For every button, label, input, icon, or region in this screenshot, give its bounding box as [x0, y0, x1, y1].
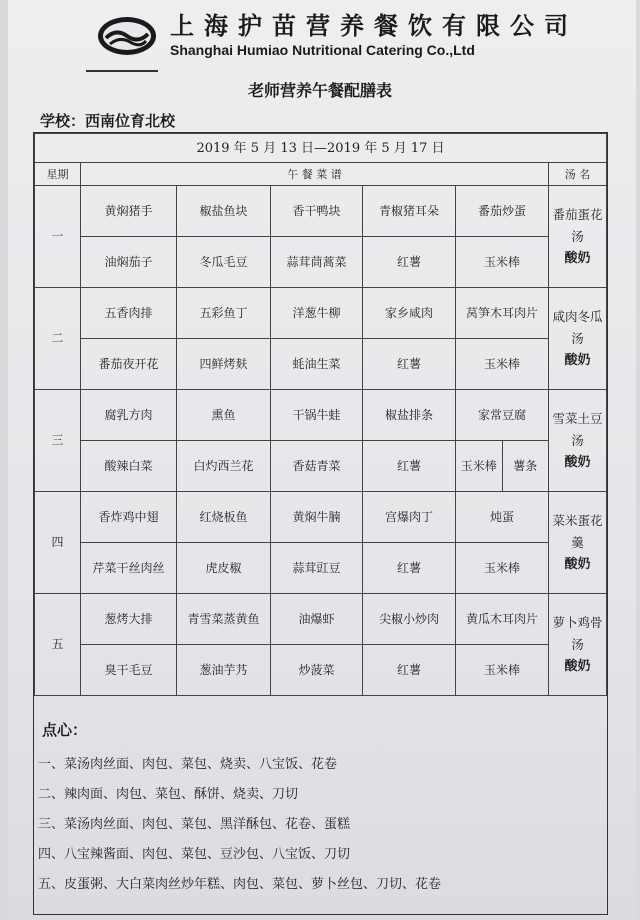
soup-name: 番茄蛋花汤 — [552, 206, 603, 244]
dish-cell: 黄瓜木耳肉片 — [456, 594, 549, 645]
dish-cell: 酸辣白菜 — [81, 441, 177, 492]
soup-cell — [549, 492, 607, 594]
dish-cell: 宫爆肉丁 — [363, 492, 456, 543]
dish-cell: 五彩鱼丁 — [177, 288, 271, 339]
soup-cell — [549, 390, 607, 492]
date-range: 2019 年 5 月 13 日—2019 年 5 月 17 日 — [35, 134, 607, 163]
snack-item: 二、辣肉面、肉包、菜包、酥饼、烧卖、刀切 — [38, 787, 299, 802]
dish-cell: 红薯 — [363, 645, 456, 696]
header-menu: 午 餐 菜 谱 — [81, 163, 549, 186]
dish-cell: 家常豆腐 — [456, 390, 549, 441]
dish-cell: 玉米棒 — [456, 237, 549, 288]
dish-cell: 干锅牛蛙 — [271, 390, 363, 441]
dish-cell: 家乡咸肉 — [363, 288, 456, 339]
dish-cell: 红烧板鱼 — [177, 492, 271, 543]
lunch-menu-table — [34, 133, 607, 696]
yogurt-label: 酸奶 — [564, 352, 591, 368]
dish-cell: 洋葱牛柳 — [271, 288, 363, 339]
soup-cell — [549, 288, 607, 390]
dish-cell: 莴笋木耳肉片 — [456, 288, 549, 339]
dish-cell: 蚝油生菜 — [271, 339, 363, 390]
menu-sheet — [33, 132, 608, 915]
yogurt-label: 酸奶 — [564, 658, 591, 674]
snack-item: 四、八宝辣酱面、肉包、菜包、豆沙包、八宝饭、刀切 — [38, 847, 351, 862]
dish-cell: 椒盐排条 — [363, 390, 456, 441]
dish-cell: 四鲜烤麸 — [177, 339, 271, 390]
dish-cell: 红薯 — [363, 339, 456, 390]
dish-cell: 红薯 — [363, 237, 456, 288]
company-name-cn: 上海护苗营养餐饮有限公司 — [170, 11, 578, 40]
dish-cell: 冬瓜毛豆 — [177, 237, 271, 288]
dish-cell: 青椒猪耳朵 — [363, 186, 456, 237]
yogurt-label: 酸奶 — [564, 454, 591, 470]
dish-cell: 红薯 — [363, 543, 456, 594]
day-label: 一 — [35, 186, 81, 288]
yogurt-label: 酸奶 — [564, 250, 591, 266]
dish-cell: 番茄炒蛋 — [456, 186, 549, 237]
dish-cell: 油爆虾 — [271, 594, 363, 645]
dish-cell: 玉米棒 — [456, 441, 503, 491]
dish-cell: 玉米棒 — [456, 543, 549, 594]
dish-cell: 香干鸭块 — [271, 186, 363, 237]
dish-cell: 芹菜干丝肉丝 — [81, 543, 177, 594]
dish-cell: 腐乳方肉 — [81, 390, 177, 441]
soup-name: 菜米蛋花羹 — [552, 512, 603, 550]
soup-cell — [549, 594, 607, 696]
snack-item: 三、菜汤肉丝面、肉包、菜包、黑洋酥包、花卷、蛋糕 — [38, 817, 351, 832]
dish-cell: 青雪菜蒸黄鱼 — [177, 594, 271, 645]
dish-cell: 尖椒小炒肉 — [363, 594, 456, 645]
school-name: 学校：西南位育北校 — [40, 112, 176, 130]
snack-item: 五、皮蛋粥、大白菜肉丝炒年糕、肉包、菜包、萝卜丝包、刀切、花卷 — [38, 877, 442, 892]
header-soup: 汤 名 — [549, 163, 607, 186]
dish-cell: 炖蛋 — [456, 492, 549, 543]
soup-name: 雪菜土豆汤 — [552, 410, 603, 448]
dish-cell: 椒盐鱼块 — [177, 186, 271, 237]
day-label: 三 — [35, 390, 81, 492]
dish-cell: 熏鱼 — [177, 390, 271, 441]
dish-cell: 蒜茸茼蒿菜 — [271, 237, 363, 288]
day-label: 四 — [35, 492, 81, 594]
dish-cell: 香炸鸡中翅 — [81, 492, 177, 543]
header-divider — [86, 70, 158, 72]
dish-cell: 黄焖牛腩 — [271, 492, 363, 543]
dish-cell: 玉米棒 — [456, 339, 549, 390]
dish-cell: 黄焖猪手 — [81, 186, 177, 237]
dish-split-cell — [456, 441, 549, 492]
soup-name: 咸肉冬瓜汤 — [552, 308, 603, 346]
dish-cell: 红薯 — [363, 441, 456, 492]
snack-item: 一、菜汤肉丝面、肉包、菜包、烧卖、八宝饭、花卷 — [38, 757, 338, 772]
dish-cell: 葱油芋艿 — [177, 645, 271, 696]
dish-cell: 蒜茸豇豆 — [271, 543, 363, 594]
soup-name: 萝卜鸡骨汤 — [552, 614, 603, 652]
day-label: 二 — [35, 288, 81, 390]
dish-cell: 白灼西兰花 — [177, 441, 271, 492]
dish-cell: 葱烤大排 — [81, 594, 177, 645]
dish-cell: 番茄夜开花 — [81, 339, 177, 390]
snacks-title: 点心： — [42, 721, 88, 739]
yogurt-label: 酸奶 — [564, 556, 591, 572]
dish-cell: 薯条 — [513, 458, 538, 473]
header-day: 星期 — [35, 163, 81, 186]
document-title: 老师营养午餐配膳表 — [247, 81, 392, 100]
soup-cell — [549, 186, 607, 288]
dish-cell: 炒菠菜 — [271, 645, 363, 696]
company-logo-icon — [96, 14, 158, 58]
dish-cell: 虎皮椒 — [177, 543, 271, 594]
dish-cell: 油焖茄子 — [81, 237, 177, 288]
company-name-en: Shanghai Humiao Nutritional Catering Co.,Ltd — [170, 42, 475, 58]
dish-split — [456, 441, 548, 491]
day-label: 五 — [35, 594, 81, 696]
dish-cell: 玉米棒 — [456, 645, 549, 696]
dish-cell: 臭干毛豆 — [81, 645, 177, 696]
dish-cell: 香菇青菜 — [271, 441, 363, 492]
dish-cell: 五香肉排 — [81, 288, 177, 339]
